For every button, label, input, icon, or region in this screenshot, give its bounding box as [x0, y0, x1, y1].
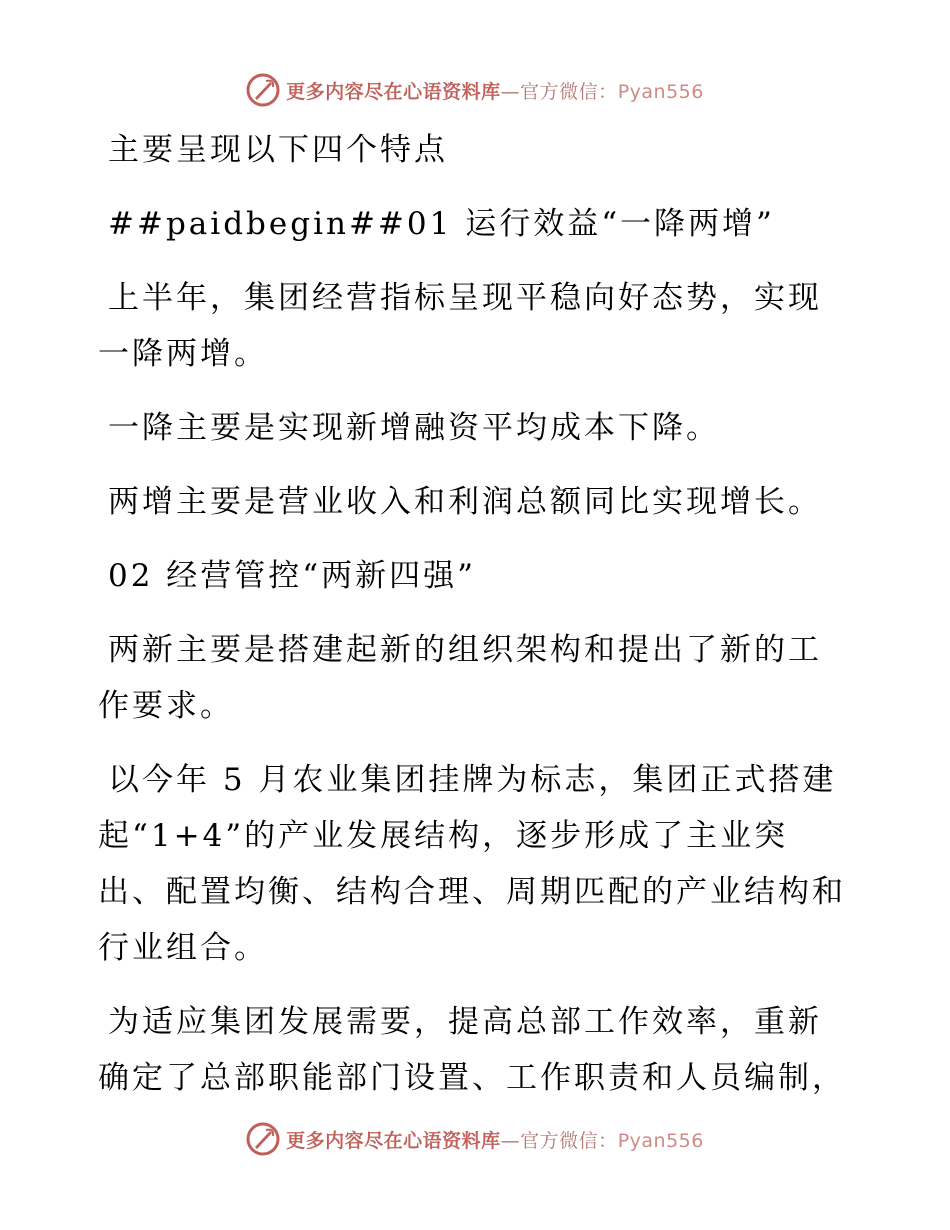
- paragraph: ##paidbegin##01 运行效益“一降两增”: [108, 206, 775, 242]
- footer-banner: [0, 1119, 950, 1159]
- header-banner: [0, 70, 950, 110]
- paragraph: 两增主要是营业收入和利润总额同比实现增长。: [108, 484, 822, 520]
- document-body: [0, 122, 950, 1106]
- banner-text: [286, 77, 704, 104]
- paragraph: 一降主要是实现新增融资平均成本下降。: [108, 410, 720, 446]
- paragraph: 02 经营管控“两新四强”: [108, 558, 476, 594]
- paragraph: 两新主要是搭建起新的组织架构和提出了新的工作要求。: [98, 632, 822, 724]
- banner-dash: —: [500, 80, 521, 103]
- banner-text: [286, 1126, 704, 1153]
- banner-tail: 官方微信：: [520, 1129, 618, 1152]
- quill-logo-icon: [246, 1122, 280, 1156]
- banner-wechat: Pyan556: [617, 1129, 704, 1152]
- paragraph: 为适应集团发展需要，提高总部工作效率，重新确定了总部职能部门设置、工作职责和人员编制，: [98, 1004, 846, 1096]
- banner-dash: —: [500, 1129, 521, 1152]
- banner-lead: 更多内容尽在心语资料库: [286, 80, 501, 103]
- banner-wechat: Pyan556: [617, 80, 704, 103]
- banner-tail: 官方微信：: [520, 80, 618, 103]
- paragraph: 上半年，集团经营指标呈现平稳向好态势，实现一降两增。: [98, 280, 822, 372]
- paragraph: 主要呈现以下四个特点: [108, 132, 448, 168]
- quill-logo-icon: [246, 73, 280, 107]
- banner-lead: 更多内容尽在心语资料库: [286, 1129, 501, 1152]
- paragraph: 以今年 5 月农业集团挂牌为标志，集团正式搭建起“1+4”的产业发展结构，逐步形成了主业突出、配置均衡、结构合理、周期匹配的产业结构和行业组合。: [98, 762, 846, 966]
